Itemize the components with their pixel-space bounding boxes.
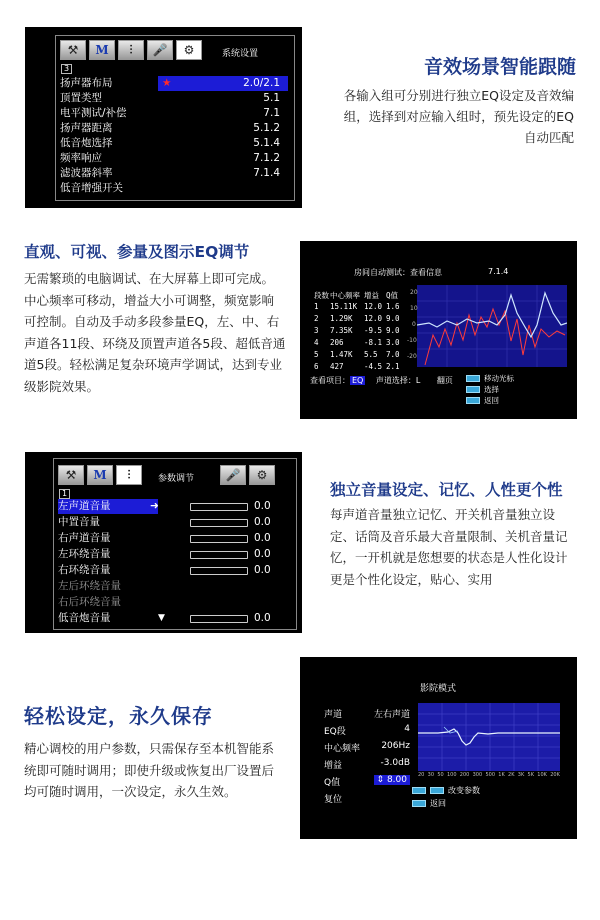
param-q-value[interactable] <box>324 775 410 788</box>
back-key-icon <box>412 800 426 807</box>
section4-title: 轻松设定，永久保存 <box>24 704 213 728</box>
param-channel[interactable] <box>324 707 410 720</box>
param-value[interactable]: ⇕ 8.00 <box>374 775 410 785</box>
channel-config: 7.1.4 <box>488 267 509 276</box>
header-cell: 中心频率 <box>330 291 360 300</box>
menu-item-frequency-response[interactable] <box>60 151 288 166</box>
screen-title: 房间自动测试：查看信息 <box>354 268 442 277</box>
menu-item-subwoofer[interactable] <box>60 136 288 151</box>
header-cell: 段数 <box>314 291 329 300</box>
volume-slider[interactable] <box>190 519 248 527</box>
band-table-header <box>314 290 408 301</box>
arrow-right-icon: ➜ <box>150 500 159 512</box>
band-row: 2 1.29K 12.0 9.0 <box>314 314 400 323</box>
menu-value: 7.1.4 <box>253 167 280 179</box>
param-label: Q值 <box>324 778 341 788</box>
volume-slider[interactable] <box>190 503 248 511</box>
tab-title: 系统设置 <box>222 49 259 59</box>
legend-change-param: 改变参数 <box>412 785 480 796</box>
volume-label: 低音炮音量 <box>58 612 111 624</box>
m-icon[interactable]: M <box>87 465 113 485</box>
menu-item-speaker-layout[interactable] <box>60 76 156 91</box>
eq-response-graph <box>417 285 567 367</box>
volume-label: 右声道音量 <box>58 532 111 544</box>
volume-label: 右后环绕音量 <box>58 596 121 608</box>
volume-value: 0.0 <box>254 612 271 624</box>
param-value: -3.0dB <box>380 758 410 768</box>
volume-label: 左环绕音量 <box>58 548 111 560</box>
y-tick: -10 <box>407 337 417 344</box>
volume-slider[interactable] <box>190 615 248 623</box>
gears-icon[interactable]: ⚙ <box>176 40 202 60</box>
menu-value: 5.1.4 <box>253 137 280 149</box>
param-value: 4 <box>404 724 410 734</box>
volume-row-front-right[interactable] <box>58 531 294 546</box>
volume-value: 0.0 <box>254 532 271 544</box>
menu-label: 电平测试/补偿 <box>60 107 127 119</box>
tab-title: 参数调节 <box>158 474 195 484</box>
page-number: 3 <box>61 64 72 74</box>
wrench-icon[interactable]: ⚒ <box>60 40 86 60</box>
view-item-label: 查看项目： <box>310 376 350 385</box>
tab-bar <box>58 465 142 485</box>
volume-row-rear-right <box>58 595 294 610</box>
volume-row-surround-left[interactable] <box>58 547 294 562</box>
volume-label: 左后环绕音量 <box>58 580 121 592</box>
menu-label: 低音炮选择 <box>60 137 113 149</box>
volume-value: 0.0 <box>254 548 271 560</box>
volume-slider[interactable] <box>190 535 248 543</box>
arrow-keys-icon <box>466 375 480 382</box>
x-axis-ticks: 20 30 50 100 200 300 500 1K 2K 3K 5K 10K 20K <box>418 772 560 778</box>
arrow-keys-icon <box>430 787 444 794</box>
menu-item-top-type[interactable] <box>60 91 288 106</box>
equalizer-icon[interactable]: ⫶ <box>118 40 144 60</box>
wrench-icon[interactable]: ⚒ <box>58 465 84 485</box>
section3-title: 独立音量设定、记忆、人性更个性 <box>330 481 563 499</box>
section1-body: 各输入组可分别进行独立EQ设定及音效编组，选择到对应输入组时，预先设定的EQ自动匹配 <box>343 88 574 145</box>
cinema-mode-screen <box>300 657 577 839</box>
parameter-adjust-screen <box>25 452 302 633</box>
param-center-frequency[interactable] <box>324 741 410 754</box>
screen-title: 影院模式 <box>420 684 457 694</box>
tab-bar-right <box>220 465 275 485</box>
arrow-keys-icon <box>412 787 426 794</box>
menu-label: 扬声器布局 <box>60 77 113 89</box>
page-turn[interactable]: 翻页 <box>436 376 453 385</box>
star-icon: ★ <box>162 77 172 89</box>
volume-label: 左声道音量 <box>58 499 158 514</box>
band-row: 3 7.35K -9.5 9.0 <box>314 326 400 335</box>
menu-label: 低音增强开关 <box>60 182 123 194</box>
header-cell: Q值 <box>386 291 399 300</box>
system-settings-screen <box>25 27 302 208</box>
band-row: 1 15.11K 12.0 1.6 <box>314 302 400 311</box>
param-reset[interactable] <box>324 792 410 805</box>
parameter-menu-frame <box>53 458 297 630</box>
param-label: EQ段 <box>324 727 346 737</box>
param-gain[interactable] <box>324 758 410 771</box>
section2-body: 无需繁琐的电脑调试、在大屏幕上即可完成。中心频率可移动，增益大小可调整，频宽影响可控制。自动及手动多段参量EQ，左、中、右声道各11段、环绕及顶置声道各5段、超低音通道5段。轻松满足复杂环境声学调试，达到专业级影院效果。 <box>24 271 286 394</box>
menu-item-speaker-distance[interactable] <box>60 121 288 136</box>
legend-back: 返回 <box>412 798 446 809</box>
y-tick: 20 <box>410 289 418 296</box>
volume-row-subwoofer[interactable] <box>58 611 294 626</box>
section2-title: 直观、可视、参量及图示EQ调节 <box>24 243 250 261</box>
volume-row-front-left[interactable] <box>58 499 294 514</box>
volume-slider[interactable] <box>190 567 248 575</box>
legend-move-cursor: 移动光标 <box>466 373 514 384</box>
section3-body: 每声道音量独立记忆、开关机音量独立设定、话筒及音乐最大音量限制、关机音量记忆，一开机就是您想要的状态是人性化设计更是个性化设定，贴心、实用 <box>330 507 568 587</box>
menu-item-filter-slope[interactable] <box>60 166 288 181</box>
graph-background <box>418 703 560 771</box>
volume-value: 0.0 <box>254 516 271 528</box>
menu-item-bass-boost[interactable] <box>60 181 288 196</box>
y-tick: -20 <box>407 353 417 360</box>
menu-value: 5.1 <box>263 92 280 104</box>
gears-icon[interactable]: ⚙ <box>249 465 275 485</box>
header-cell: 增益 <box>364 291 379 300</box>
section1-title: 音效场景智能跟随 <box>423 56 576 78</box>
volume-value: 0.0 <box>254 500 271 512</box>
legend-select: 选择 <box>466 384 499 395</box>
scroll-down-icon[interactable]: ▼ <box>158 613 165 623</box>
back-key-icon <box>466 397 480 404</box>
volume-row-surround-right[interactable] <box>58 563 294 578</box>
menu-label: 扬声器距离 <box>60 122 113 134</box>
microphone-icon[interactable]: 🎤 <box>147 40 173 60</box>
band-row: 6 427 -4.5 2.1 <box>314 362 400 371</box>
room-auto-test-screen <box>300 241 577 419</box>
equalizer-icon[interactable]: ⫶ <box>116 465 142 485</box>
menu-value: 7.1.2 <box>253 152 280 164</box>
volume-label: 中置音量 <box>58 516 100 528</box>
menu-value-highlight[interactable] <box>158 76 288 91</box>
param-eq-band[interactable] <box>324 724 410 737</box>
menu-item-level-test[interactable] <box>60 106 288 121</box>
volume-label: 右环绕音量 <box>58 564 111 576</box>
y-tick: 10 <box>410 305 418 312</box>
page-number: 1 <box>59 489 70 499</box>
menu-label: 顶置类型 <box>60 92 102 104</box>
y-tick: 0 <box>412 321 416 328</box>
settings-menu-frame <box>55 35 295 201</box>
param-label: 复位 <box>324 795 343 805</box>
menu-value: 2.0/2.1 <box>243 77 280 89</box>
view-item-value[interactable]: EQ <box>352 376 364 385</box>
band-row: 5 1.47K 5.5 7.0 <box>314 350 400 359</box>
channel-label: 声道选择： <box>375 376 416 385</box>
eq-curve-graph <box>418 703 560 771</box>
menu-value: 5.1.2 <box>253 122 280 134</box>
volume-row-center[interactable] <box>58 515 294 530</box>
enter-key-icon <box>466 386 480 393</box>
menu-label: 频率响应 <box>60 152 102 164</box>
channel-value[interactable]: L <box>415 376 421 385</box>
param-label: 声道 <box>324 710 343 720</box>
menu-value: 7.1 <box>263 107 280 119</box>
volume-slider[interactable] <box>190 551 248 559</box>
param-label: 增益 <box>324 761 343 771</box>
menu-label: 滤波器斜率 <box>60 167 113 179</box>
m-icon[interactable]: M <box>89 40 115 60</box>
view-item-selector[interactable] <box>310 375 453 386</box>
legend-back: 返回 <box>466 395 499 406</box>
volume-row-rear-left <box>58 579 294 594</box>
band-row: 4 206 -8.1 3.0 <box>314 338 400 347</box>
tab-bar <box>60 40 202 60</box>
param-value: 206Hz <box>381 741 410 751</box>
param-value: 左右声道 <box>373 710 410 720</box>
param-label: 中心频率 <box>324 744 361 754</box>
section4-body: 精心调校的用户参数，只需保存至本机智能系统即可随时调用；即使升级或恢复出厂设置后均可随时调用，一次设定，永久生效。 <box>24 741 275 799</box>
volume-value: 0.0 <box>254 564 271 576</box>
microphone-icon[interactable]: 🎤 <box>220 465 246 485</box>
